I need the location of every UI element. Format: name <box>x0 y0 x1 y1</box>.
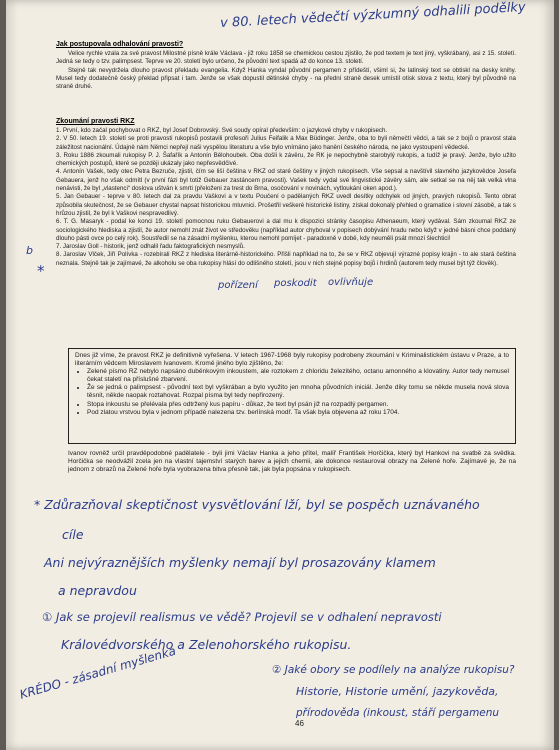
section1-paragraph: Stejně tak nevydržela dlouho pravost překladu evangelia. Když Hanka vyndal původní pergamen z přídeští, všiml si, že latinský text se obtiskl na desky knihy. Musel tedy dodatečně český překlad připsat i tam. Jenže se však dopustil dětinské chyby - na přední straně desek umístil otisk slova z textu, který byl původně na straně druhé. <box>56 66 516 91</box>
conclusion-bullet-list <box>75 368 509 417</box>
handwritten-question-2: ② Jaké obory se podílely na analýze rukopisu? <box>272 664 515 676</box>
handwritten-top-note: v 80. letech vědečtí výzkumný odhalili podělky <box>219 0 526 31</box>
handwritten-line: * Zdůrazňoval skeptičnost vysvětlování lží, byl se pospěch uznávaného <box>34 497 480 512</box>
handwritten-answer-2-cont: přírodověda (inkoust, stáří pergamenu <box>296 707 500 719</box>
section-title-research: Zkoumání pravosti RKZ <box>56 118 135 125</box>
handwritten-answer-1: Královédvorského a Zelenohorského rukopisu. <box>61 637 352 652</box>
margin-b-mark: b <box>26 244 33 257</box>
conclusion-box <box>68 348 516 444</box>
conclusion-bullet: • Zelené písmo RZ nebylo napsáno duběnkovým inkoustem, ale roztokem z chloridu železitého, octanu amonného a klovatiny. Autor tedy nemusel čekat staletí na příslušné zbarvení. <box>87 368 509 384</box>
margin-star-mark: * <box>37 262 45 280</box>
research-item: 2. V 50. letech 19. století se proti pravosti rukopisů postavili profesoři Julius Feifalik a Max Büdinger. Jenže, oba to byli němečtí vědci, a tak se z bojů o pravost stala záležitost nacionální. Údajně nám Němci nepřejí naši vyspělou literaturu a vše bylo vnímáno jako hanění českého národa, ne jako vystoupení vědecké. <box>56 135 516 151</box>
research-item: 4. Antonín Vašek, tedy otec Petra Bezruče, zjistil, čím se liší čeština v RKZ od staré češtiny v jiných rukopisech. Vše sepsal a navštívil slavného jazykovědce Josefa Gebauera, jenž ho však odmítl (v první fázi byl totiž Gebauer zastáncem pravosti). Vašek tedy vydal své lingvistické závěry sám, ale setkal se na něj tak velká vlna nenávisti, že byl „vlastenci“ doslova uštván k smrti (přeloženi za trest do Brna, osočování v novinách, vytloukání oken apod.). <box>56 168 516 193</box>
research-item: 3. Roku 1886 zkoumali rukopisy P. J. Šafařík a Antonín Bělohoubek. Oba došli k závěru, že RK je nepochybně starobylý rukopis, a tudíž je pravý. Jenže, bylo užito chemických postupů, které se později ukázaly jako nepřesvědčivé. <box>56 151 516 168</box>
handwritten-line: cíle <box>62 527 84 542</box>
inline-annotation-poskodit: poskodit <box>274 278 317 289</box>
conclusion-bullet: • Pod zlatou vrstvou byla v jednom případě nalezena tzv. berlínská modř. Ta však byla objevena až roku 1704. <box>87 409 509 417</box>
research-item: 6. T. G. Masaryk - podal ke konci 19. století pomocnou ruku Gebauerovi a dal mu k dispozici stránky časopisu Athenaeum, který vydával. Sám zkoumal RKZ ze sociologického hlediska a zjistil, že autor nemohl znát život ve středověku (například autor chyboval v popisech dobývání hradu nebo když v jedné básni chce poddaný dlouho pásti ovce po celý rok). Soustředil se na zásadní myšlenku, kterou nemohl pomíjet - paradoxně v době, kdy neuměli psát mnozí šlechtici! <box>56 218 516 242</box>
handwritten-answer-2: Historie, Historie umění, jazykověda, <box>296 685 499 698</box>
section-title-authenticity: Jak postupovala odhalování pravosti? <box>56 41 184 48</box>
handwritten-question-1: ① Jak se projevil realismus ve vědě? Projevil se v odhalení nepravosti <box>42 610 442 624</box>
inline-annotation-ovlivnuje: ovlivňuje <box>328 277 374 288</box>
conclusion-bullet: • Stopa inkoustu se přelévala přes odtržený kus papíru - důkaz, že text byl psán již na rozpadlý pergamen. <box>87 401 509 409</box>
handwritten-line: Ani nejvýraznějších myšlenky nemají byl prosazovány klamem <box>44 555 436 570</box>
conclusion-bullet: • Že se jedná o palimpsest - původní text byl vyškrában a bylo využito jen mnoha původních iniciál. Jenže díky tomu se někde musela nová slova těsnit, někde naopak roztahovat. Rozpal písma byl tedy nepřirozený. <box>87 384 509 400</box>
inline-annotation-porizeni: pořízení <box>218 280 258 291</box>
section1-text <box>56 50 516 91</box>
research-item: 5. Jan Gebauer - teprve v 80. letech dal za pravdu Vaškovi a v textu Poučení o padělaných RKZ uvedl desítky odchylek od jiných, pravých rukopisů. Tento obrat způsobila skutečnost, že se Gebauer chystal napsat historickou mluvnici. Prošetřil veškeré historické listiny, získal dokonalý přehled o gramatice i slovní zásobě, a tak s hrůzou zjistil, že byl k Vaškovi nespravedlivý. <box>56 193 516 217</box>
section1-paragraph: Velice rychle vzala za své pravost Milostné písně krále Václava - již roku 1858 se chemickou cestou zjistilo, že pod textem je text jiný, vyškrábaný, asi z 15. století. Jedná se tedy o tzv. palimpsest. Teprve ve 20. století bylo určeno, že původní text spadá až do konce 13. století. <box>56 50 516 66</box>
conclusion-intro: Dnes již víme, že pravost RKZ je definitivně vyřešena. V letech 1967-1968 byly rukopisy podrobeny zkoumání v Kriminalistickém ústavu v Praze, a to literárním vědcem Miroslavem Ivanovem. Kromě jiného bylo zjištěno, že: <box>75 352 509 368</box>
research-item: 1. První, kdo začal pochybovat o RKZ, byl Josef Dobrovský. Své soudy opíral především: o jazykové chyby v rukopisech. <box>56 127 388 134</box>
handwritten-credo-note: KRÉDO - zásadní myšlenka <box>18 643 178 702</box>
handwritten-line: a nepravdou <box>58 583 137 598</box>
research-item: 8. Jaroslav Vlček, Jiří Polívka - rozebírali RKZ z hlediska literárně-historického. Přišli například na to, že se v RKZ objevují výrazné popisy krajin - to ale stará čeština neznala. Stejně tak je zajímavé, že alkoholu se oba rukopisy hlásí do odlišného století, jsou v nich stejné popisy bojů i hrdinů (autorem tedy musel být týž člověk). <box>56 251 516 267</box>
research-item: 7. Jaroslav Goll - historik, jenž odhalil řadu faktografických nesmyslů. <box>56 243 245 251</box>
forgers-paragraph: Ivanov rovněž určil pravděpodobné padělatele - byli jimi Václav Hanka a jeho přítel, malíř František Horčička, který byl Hankovi na svatbě za svědka. Horčička se neodvážil zcela jen na vlastní tajemství starých barev a jejich chemii, ale dokonce restauroval obrazy na Zelené hoře. Zajímavé je, že na jednom z obrazů na Zelené hoře byla vyobrazena bitva přesně tak, jak byla popsána v rukopisech. <box>68 450 516 474</box>
page-number: 46 <box>295 719 304 728</box>
textbook-page <box>6 0 554 750</box>
section2-text <box>56 127 516 268</box>
